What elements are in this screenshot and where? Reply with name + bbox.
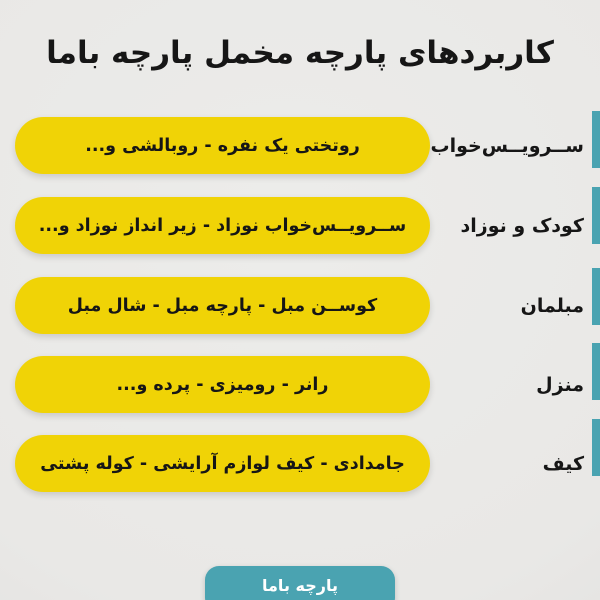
side-tab-marker [592, 343, 600, 400]
category-label: ســرویــس‌خواب [430, 134, 584, 157]
category-label: کودک و نوزاد [460, 214, 584, 237]
category-label: کیف [542, 452, 584, 475]
category-items-pill: جامدادی - کیف لوازم آرایشی - کوله پشتی [15, 435, 430, 492]
category-items-pill: روتختی یک نفره - روبالشی و... [15, 117, 430, 174]
category-row-bedding [0, 117, 600, 174]
brand-button[interactable]: پارچه باما [205, 566, 395, 600]
category-label: منزل [536, 373, 584, 396]
category-row-furniture [0, 277, 600, 334]
side-tab-marker [592, 268, 600, 325]
side-tab-marker [592, 419, 600, 476]
category-row-bags [0, 435, 600, 492]
side-tab-marker [592, 111, 600, 168]
side-tab-marker [592, 187, 600, 244]
category-row-home [0, 356, 600, 413]
category-items-pill: رانر - رومیزی - پرده و... [15, 356, 430, 413]
category-row-kids [0, 197, 600, 254]
category-label: مبلمان [520, 294, 584, 317]
category-items-pill: ســرویــس‌خواب نوزاد - زیر انداز نوزاد و... [15, 197, 430, 254]
category-items-pill: کوســن مبل - پارچه مبل - شال مبل [15, 277, 430, 334]
page-title: کاربردهای پارچه مخمل پارچه باما [46, 35, 554, 71]
